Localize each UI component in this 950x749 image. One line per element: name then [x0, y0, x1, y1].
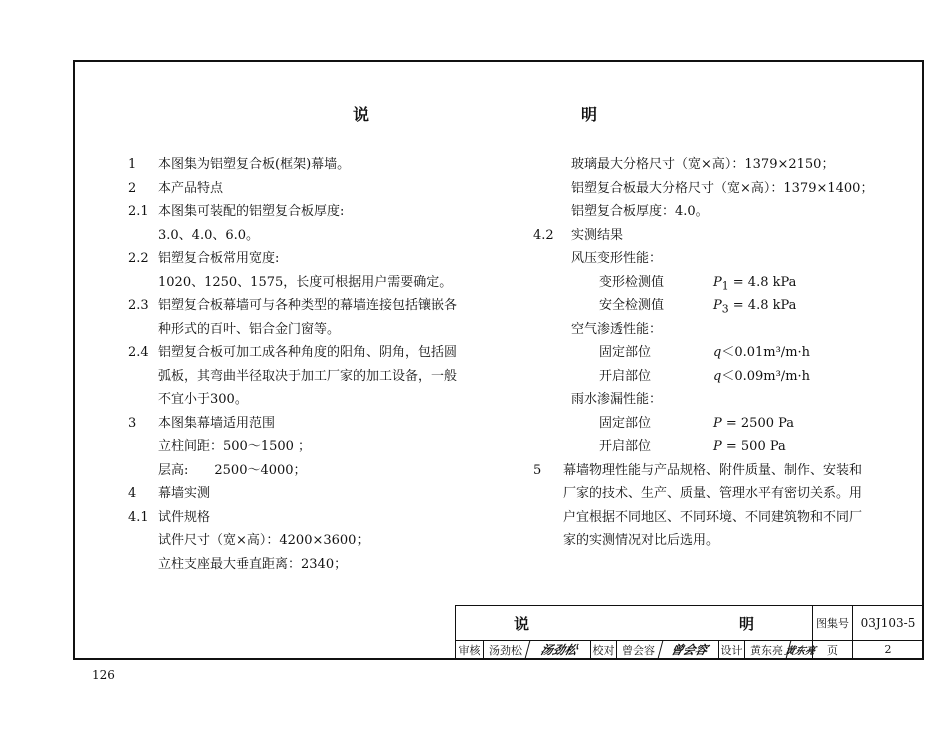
text-line-content: 3.0、4.0、6.0。 [158, 227, 260, 243]
item-number: 4 [128, 486, 137, 501]
title-block-title: 说 明 [514, 614, 815, 633]
measure-label: 固定部位 [599, 415, 652, 431]
text-line [533, 153, 873, 177]
text-line-content: 不宜小于300。 [158, 392, 248, 407]
text-line [128, 271, 468, 295]
text-line [128, 459, 468, 483]
design-label: 设计 [718, 640, 744, 659]
design-signature: 黄东亮 [785, 640, 814, 659]
text-line [533, 459, 873, 483]
right-column [533, 153, 873, 553]
formula-value: = 2500 Pa [721, 415, 795, 431]
text-line [128, 529, 468, 553]
text-line [533, 224, 873, 248]
formula-symbol: q [713, 345, 722, 360]
formula-value: = 500 Pa [721, 439, 786, 454]
formula-value: = 4.8 kPa [728, 274, 797, 290]
title-block-row-top [456, 606, 922, 641]
text-line [128, 412, 468, 436]
text-line [533, 412, 873, 436]
text-line [533, 271, 873, 295]
text-line-content: 家的实测情况对比后选用。 [563, 533, 720, 548]
text-line [128, 341, 468, 365]
text-line [533, 247, 873, 271]
formula-subscript: 1 [721, 279, 729, 293]
item-number: 3 [128, 415, 137, 431]
text-line [533, 388, 873, 412]
measure-formula [713, 341, 810, 365]
text-line [533, 318, 873, 342]
review-label: 审核 [458, 643, 481, 657]
formula-subscript: 3 [721, 302, 729, 316]
text-line-content: 层高: 2500～4000； [158, 462, 307, 478]
text-line [128, 388, 468, 412]
text-line-content: 幕墙实测 [158, 486, 211, 501]
text-line-content: 本图集幕墙适用范围 [158, 415, 276, 431]
text-line [128, 482, 468, 506]
text-line-content: 铝塑复合板常用宽度: [158, 251, 280, 266]
item-number: 1 [128, 157, 137, 172]
text-line [533, 341, 873, 365]
text-line [128, 247, 468, 271]
text-line-content: 实测结果 [571, 227, 624, 243]
text-line-content: 幕墙物理性能与产品规格、附件质量、制作、安装和 [563, 462, 863, 478]
check-name: 曾会容 [616, 640, 660, 659]
text-line-content: 种形式的百叶、铝合金门窗等。 [158, 321, 341, 337]
measure-label: 变形检测值 [599, 274, 665, 290]
item-number: 4.2 [533, 227, 554, 243]
text-line-content: 本图集为铝塑复合板(框架)幕墙。 [158, 157, 351, 172]
design-name: 黄东亮 [744, 640, 788, 659]
page-number: 126 [92, 668, 115, 682]
atlas-number: 03J103-5 [852, 606, 923, 640]
page-heading: 说 明 [352, 105, 657, 124]
page-label: 页 [812, 640, 852, 659]
text-line [128, 506, 468, 530]
text-line-content: 本图集可装配的铝塑复合板厚度: [158, 204, 345, 219]
measure-label: 安全检测值 [599, 298, 665, 313]
atlas-number-label: 图集号 [812, 606, 852, 640]
check-label: 校对 [590, 640, 616, 659]
text-line [533, 435, 873, 459]
item-number: 2.4 [128, 345, 149, 360]
formula-value: ＜0.09m³/m·h [721, 368, 811, 384]
formula-symbol: P [713, 415, 722, 431]
measure-label: 开启部位 [599, 439, 652, 454]
text-line [128, 153, 468, 177]
text-line [533, 200, 873, 224]
item-number: 5 [533, 462, 542, 478]
review-signature: 汤劲松 [524, 640, 592, 659]
measure-label: 开启部位 [599, 368, 652, 384]
text-line [128, 177, 468, 201]
text-line [533, 529, 873, 553]
formula-symbol: P [713, 298, 722, 313]
text-line [128, 553, 468, 577]
text-line [128, 200, 468, 224]
text-line-content: 铝塑复合板可加工成各种角度的阳角、阴角，包括圆 [158, 345, 458, 360]
text-line-content: 本产品特点 [158, 180, 224, 196]
text-line [533, 177, 873, 201]
item-number: 2.1 [128, 204, 149, 219]
text-line [128, 224, 468, 248]
text-line-content: 立柱间距：500～1500 ； [158, 439, 312, 454]
formula-symbol: P [713, 274, 722, 290]
measure-formula [713, 365, 810, 389]
text-line [128, 318, 468, 342]
measure-label: 固定部位 [599, 345, 652, 360]
page-number-cell: 2 [852, 640, 923, 659]
text-line-content: 空气渗透性能： [571, 321, 663, 337]
text-line-content: 试件规格 [158, 509, 211, 525]
text-line-content: 风压变形性能： [571, 251, 663, 266]
text-line [533, 482, 873, 506]
measure-formula [713, 412, 794, 436]
text-line-content: 铝塑复合板最大分格尺寸（宽×高）：1379×1400； [571, 180, 874, 196]
text-line [128, 294, 468, 318]
item-number: 2.2 [128, 251, 149, 266]
formula-symbol: q [713, 368, 722, 384]
text-line-content: 1020、1250、1575，长度可根据用户需要确定。 [158, 274, 453, 290]
text-line [128, 365, 468, 389]
text-line-content: 立柱支座最大垂直距离：2340； [158, 556, 348, 572]
text-line [533, 365, 873, 389]
text-line-content: 厂家的技术、生产、质量、管理水平有密切关系。用 [563, 486, 863, 501]
formula-symbol: P [713, 439, 722, 454]
text-line-content: 玻璃最大分格尺寸（宽×高）：1379×2150； [571, 157, 835, 172]
text-line-content: 铝塑复合板厚度：4.0。 [571, 204, 709, 219]
text-line [128, 435, 468, 459]
text-line-content: 户宜根据不同地区、不同环境、不同建筑物和不同厂 [563, 509, 863, 525]
review-name: 汤劲松 [483, 640, 527, 659]
title-block [455, 605, 922, 658]
text-line-content: 试件尺寸（宽×高）：4200×3600； [158, 533, 370, 548]
title-block-row-bottom [456, 640, 922, 659]
measure-formula [713, 435, 786, 459]
item-number: 2.3 [128, 298, 149, 313]
text-line-content: 雨水渗漏性能： [571, 392, 663, 407]
left-column [128, 153, 468, 576]
text-line-content: 铝塑复合板幕墙可与各种类型的幕墙连接包括镶嵌各 [158, 298, 458, 313]
formula-value: = 4.8 kPa [728, 298, 797, 313]
item-number: 2 [128, 180, 137, 196]
text-line [533, 294, 873, 318]
formula-value: ＜0.01m³/m·h [721, 345, 811, 360]
text-line [533, 506, 873, 530]
item-number: 4.1 [128, 509, 149, 525]
text-line-content: 弧板，其弯曲半径取决于加工厂家的加工设备，一般 [158, 368, 458, 384]
check-signature: 曾会容 [657, 640, 720, 659]
